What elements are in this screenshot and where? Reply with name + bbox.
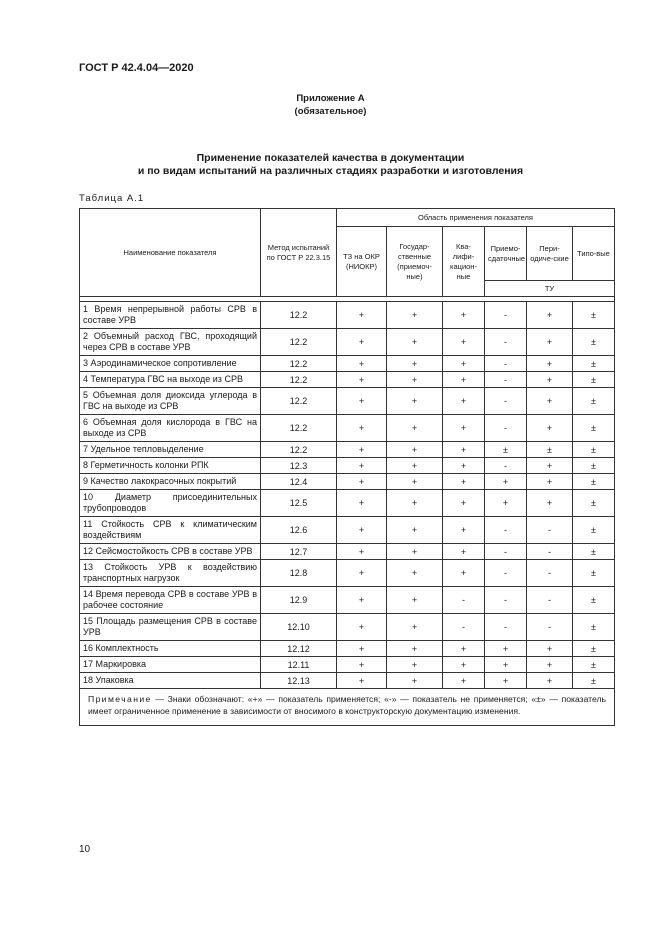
- table-row: [80, 388, 615, 415]
- applicability-accept: +: [485, 657, 527, 673]
- applicability-accept: +: [485, 673, 527, 689]
- note-label: Примечание: [88, 694, 152, 704]
- applicability-period: -: [527, 614, 573, 641]
- applicability-state: +: [387, 474, 443, 490]
- applicability-type: ±: [573, 329, 615, 356]
- applicability-tz: +: [337, 641, 387, 657]
- indicator-name: 12 Сейсмостойкость СРВ в составе УРВ: [80, 544, 261, 560]
- applicability-tz: +: [337, 614, 387, 641]
- applicability-type: ±: [573, 302, 615, 329]
- applicability-accept: -: [485, 388, 527, 415]
- applicability-tz: +: [337, 544, 387, 560]
- applicability-qual: +: [443, 474, 485, 490]
- applicability-tz: +: [337, 587, 387, 614]
- applicability-state: +: [387, 490, 443, 517]
- col-header-tz: ТЗ на ОКР (НИОКР): [337, 227, 387, 297]
- indicator-name: 11 Стойкость СРВ к климатическим воздействиям: [80, 517, 261, 544]
- indicator-name: 1 Время непрерывной работы СРВ в составе УРВ: [80, 302, 261, 329]
- indicator-name: 10 Диаметр присоединительных трубопроводов: [80, 490, 261, 517]
- applicability-state: +: [387, 356, 443, 372]
- applicability-period: +: [527, 673, 573, 689]
- applicability-qual: +: [443, 356, 485, 372]
- applicability-accept: -: [485, 614, 527, 641]
- applicability-state: +: [387, 517, 443, 544]
- applicability-type: ±: [573, 544, 615, 560]
- col-header-state: Государ-ственные (приемоч-ные): [387, 227, 443, 297]
- applicability-state: +: [387, 329, 443, 356]
- applicability-period: +: [527, 474, 573, 490]
- test-method: 12.12: [261, 641, 337, 657]
- indicator-name: 8 Герметичность колонки РПК: [80, 458, 261, 474]
- applicability-type: ±: [573, 673, 615, 689]
- applicability-tz: +: [337, 372, 387, 388]
- applicability-accept: -: [485, 372, 527, 388]
- note-text: — Знаки обозначают: «+» — показатель применяется; «-» — показатель не применяется; «±» — показатель имеет ограниченное применение в зависимости от вносимого в конструкторскую документацию изменения.: [88, 694, 607, 716]
- indicator-name: 4 Температура ГВС на выходе из СРВ: [80, 372, 261, 388]
- table-row: [80, 490, 615, 517]
- indicator-name: 18 Упаковка: [80, 673, 261, 689]
- applicability-period: +: [527, 490, 573, 517]
- applicability-accept: +: [485, 641, 527, 657]
- applicability-tz: +: [337, 673, 387, 689]
- table-row: [80, 356, 615, 372]
- applicability-accept: -: [485, 458, 527, 474]
- applicability-type: ±: [573, 587, 615, 614]
- applicability-period: +: [527, 388, 573, 415]
- applicability-state: +: [387, 388, 443, 415]
- table-row: [80, 329, 615, 356]
- applicability-tz: +: [337, 442, 387, 458]
- applicability-accept: -: [485, 560, 527, 587]
- applicability-period: +: [527, 329, 573, 356]
- test-method: 12.10: [261, 614, 337, 641]
- applicability-qual: +: [443, 517, 485, 544]
- test-method: 12.2: [261, 329, 337, 356]
- test-method: 12.6: [261, 517, 337, 544]
- test-method: 12.9: [261, 587, 337, 614]
- applicability-tz: +: [337, 415, 387, 442]
- applicability-qual: +: [443, 490, 485, 517]
- indicator-name: 5 Объемная доля диоксида углерода в ГВС на выходе из СРВ: [80, 388, 261, 415]
- applicability-tz: +: [337, 356, 387, 372]
- applicability-period: +: [527, 458, 573, 474]
- applicability-qual: +: [443, 544, 485, 560]
- test-method: 12.13: [261, 673, 337, 689]
- table-row: [80, 560, 615, 587]
- col-header-accept: Приемо-сдаточные: [485, 227, 527, 281]
- test-method: 12.2: [261, 372, 337, 388]
- applicability-qual: +: [443, 442, 485, 458]
- indicator-name: 17 Маркировка: [80, 657, 261, 673]
- applicability-type: ±: [573, 415, 615, 442]
- applicability-period: +: [527, 356, 573, 372]
- title-line-2: и по видам испытаний на различных стадиях разработки и изготовления: [137, 165, 524, 177]
- applicability-tz: +: [337, 474, 387, 490]
- applicability-qual: -: [443, 614, 485, 641]
- table-row: [80, 517, 615, 544]
- col-header-name: Наименование показателя: [80, 209, 261, 297]
- applicability-tz: +: [337, 329, 387, 356]
- applicability-tz: +: [337, 490, 387, 517]
- applicability-state: +: [387, 302, 443, 329]
- applicability-state: +: [387, 587, 443, 614]
- applicability-type: ±: [573, 356, 615, 372]
- col-header-qual: Ква-лифи-кацион-ные: [443, 227, 485, 297]
- applicability-accept: -: [485, 329, 527, 356]
- applicability-tz: +: [337, 517, 387, 544]
- applicability-state: +: [387, 560, 443, 587]
- applicability-qual: +: [443, 372, 485, 388]
- test-method: 12.7: [261, 544, 337, 560]
- applicability-period: +: [527, 302, 573, 329]
- test-method: 12.8: [261, 560, 337, 587]
- page-number: 10: [79, 844, 91, 855]
- col-header-area: Область применения показателя: [337, 209, 615, 227]
- applicability-type: ±: [573, 388, 615, 415]
- indicator-name: 3 Аэродинамическое сопротивление: [80, 356, 261, 372]
- table-row: [80, 657, 615, 673]
- applicability-period: +: [527, 641, 573, 657]
- applicability-type: ±: [573, 442, 615, 458]
- applicability-type: ±: [573, 372, 615, 388]
- applicability-tz: +: [337, 302, 387, 329]
- applicability-qual: +: [443, 329, 485, 356]
- table-row: [80, 442, 615, 458]
- indicator-name: 2 Объемный расход ГВС, проходящий через СРВ в составе УРВ: [80, 329, 261, 356]
- applicability-period: -: [527, 544, 573, 560]
- title-line-1: Применение показателей качества в документации: [196, 152, 465, 164]
- document-title: [0, 152, 661, 178]
- quality-indicators-table: [79, 208, 615, 726]
- applicability-state: +: [387, 442, 443, 458]
- col-header-tu: ТУ: [485, 281, 615, 297]
- appendix-heading: [0, 92, 661, 118]
- applicability-accept: -: [485, 302, 527, 329]
- indicator-name: 16 Комплектность: [80, 641, 261, 657]
- table-row: [80, 458, 615, 474]
- test-method: 12.11: [261, 657, 337, 673]
- applicability-type: ±: [573, 560, 615, 587]
- applicability-type: ±: [573, 517, 615, 544]
- applicability-period: -: [527, 560, 573, 587]
- applicability-period: +: [527, 657, 573, 673]
- applicability-accept: ±: [485, 442, 527, 458]
- indicator-name: 9 Качество лакокрасочных покрытий: [80, 474, 261, 490]
- applicability-type: ±: [573, 458, 615, 474]
- indicator-name: 6 Объемная доля кислорода в ГВС на выходе из СРВ: [80, 415, 261, 442]
- document-code: ГОСТ Р 42.4.04—2020: [79, 62, 194, 74]
- indicator-name: 13 Стойкость УРВ к воздействию транспортных нагрузок: [80, 560, 261, 587]
- applicability-period: +: [527, 415, 573, 442]
- applicability-tz: +: [337, 657, 387, 673]
- test-method: 12.5: [261, 490, 337, 517]
- applicability-state: +: [387, 614, 443, 641]
- applicability-tz: +: [337, 458, 387, 474]
- applicability-accept: -: [485, 517, 527, 544]
- appendix-subtitle: (обязательное): [294, 106, 367, 117]
- table-row: [80, 544, 615, 560]
- applicability-state: +: [387, 372, 443, 388]
- table-row: [80, 614, 615, 641]
- applicability-qual: +: [443, 302, 485, 329]
- applicability-accept: -: [485, 544, 527, 560]
- applicability-tz: +: [337, 388, 387, 415]
- col-header-method: Метод испытаний по ГОСТ Р 22.3.15: [261, 209, 337, 297]
- test-method: 12.3: [261, 458, 337, 474]
- indicator-name: 7 Удельное тепловыделение: [80, 442, 261, 458]
- test-method: 12.2: [261, 415, 337, 442]
- applicability-qual: -: [443, 587, 485, 614]
- applicability-state: +: [387, 657, 443, 673]
- table-row: [80, 372, 615, 388]
- table-note: [80, 689, 615, 726]
- table-row: [80, 641, 615, 657]
- applicability-state: +: [387, 415, 443, 442]
- table-row: [80, 673, 615, 689]
- applicability-period: ±: [527, 442, 573, 458]
- applicability-accept: -: [485, 415, 527, 442]
- test-method: 12.2: [261, 442, 337, 458]
- applicability-type: ±: [573, 614, 615, 641]
- applicability-accept: +: [485, 490, 527, 517]
- applicability-type: ±: [573, 657, 615, 673]
- appendix-title: Приложение А: [296, 93, 365, 104]
- applicability-type: ±: [573, 641, 615, 657]
- applicability-period: -: [527, 587, 573, 614]
- applicability-qual: +: [443, 415, 485, 442]
- col-header-type: Типо-вые: [573, 227, 615, 281]
- applicability-state: +: [387, 673, 443, 689]
- table-row: [80, 302, 615, 329]
- table-label: Таблица А.1: [79, 193, 145, 204]
- table-row: [80, 587, 615, 614]
- applicability-qual: +: [443, 388, 485, 415]
- applicability-accept: -: [485, 587, 527, 614]
- applicability-period: +: [527, 372, 573, 388]
- applicability-type: ±: [573, 490, 615, 517]
- table-row: [80, 474, 615, 490]
- test-method: 12.2: [261, 388, 337, 415]
- indicator-name: 14 Время перевода СРВ в составе УРВ в рабочее состояние: [80, 587, 261, 614]
- applicability-type: ±: [573, 474, 615, 490]
- applicability-qual: +: [443, 673, 485, 689]
- applicability-tz: +: [337, 560, 387, 587]
- table-row: [80, 415, 615, 442]
- applicability-accept: +: [485, 474, 527, 490]
- test-method: 12.2: [261, 302, 337, 329]
- test-method: 12.4: [261, 474, 337, 490]
- applicability-state: +: [387, 641, 443, 657]
- test-method: 12.2: [261, 356, 337, 372]
- applicability-qual: +: [443, 657, 485, 673]
- indicator-name: 15 Площадь размещения СРВ в составе УРВ: [80, 614, 261, 641]
- applicability-qual: +: [443, 560, 485, 587]
- applicability-state: +: [387, 458, 443, 474]
- applicability-accept: -: [485, 356, 527, 372]
- col-header-period: Пери-одиче-ские: [527, 227, 573, 281]
- applicability-qual: +: [443, 641, 485, 657]
- applicability-qual: +: [443, 458, 485, 474]
- applicability-state: +: [387, 544, 443, 560]
- applicability-period: -: [527, 517, 573, 544]
